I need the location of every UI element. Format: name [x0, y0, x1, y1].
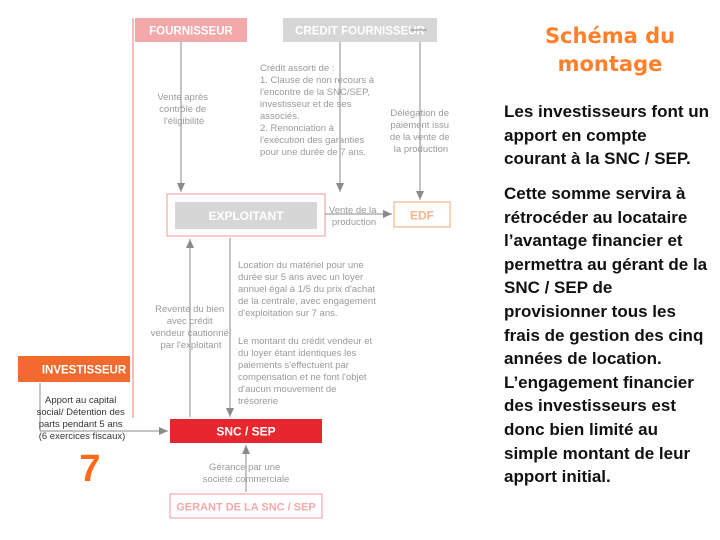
edf-label: EDF [410, 208, 434, 223]
credit-fournisseur-label: CREDIT FOURNISSEUR [295, 25, 425, 38]
note-location: Location du matériel pour une durée sur 5 ans avec un loyer annuel égal à 1/5 du prix d'achat de la centrale, avec engagement d'exploitation sur 7 ans. [238, 260, 376, 319]
note-vente-apres: Vente après contrôle de l'éligibilité [157, 92, 209, 127]
title-line-2: montage [557, 52, 663, 76]
exploitant-label: EXPLOITANT [208, 209, 284, 223]
snc-sep-label: SNC / SEP [216, 424, 276, 439]
gerant-label: GERANT DE LA SNC / SEP [176, 501, 316, 514]
note-revente: Revente du bien avec crédit vendeur cautionné par l'exploitant [150, 304, 229, 351]
paragraph-2: Cette somme servira à rétrocéder au locataire l’avantage financier et permettra au gérant de la SNC / SEP de provisionner tous les frais de gestion des cinq années de location. L’engagement financier des investisseurs est donc bien limité au simple montant de leur apport initial. [504, 184, 708, 487]
investisseur-label: INVESTISSEUR [41, 364, 127, 377]
note-delegation: Délégation de paiement issu de la vente de la production [389, 108, 450, 155]
note-apport: Apport au capital social/ Détention des parts pendant 5 ans (6 exercices fiscaux) [36, 395, 126, 442]
note-gerance: Gérance par une société commerciale [202, 462, 290, 485]
note-montant: Le montant du crédit vendeur et du loyer étant identiques les paiements s'effectuent par compensation et ne font l'objet d'aucun mouvement de trésorerie [238, 336, 373, 407]
paragraph-1: Les investisseurs font un apport en compte courant à la SNC / SEP. [504, 102, 709, 169]
slide-number: 7 [79, 448, 101, 490]
title-line-1: Schéma du [544, 24, 676, 48]
note-credit-assorti: Crédit assorti de : 1. Clause de non recours à l'encontre de la SNC/SEP, investisseur et de ses associés. 2. Renonciation à l'exécution des garanties pour une durée de 7 ans. [260, 63, 375, 158]
note-vente-production: Vente de la production [328, 205, 377, 228]
fournisseur-label: FOURNISSEUR [149, 25, 233, 38]
page-title [510, 22, 710, 78]
